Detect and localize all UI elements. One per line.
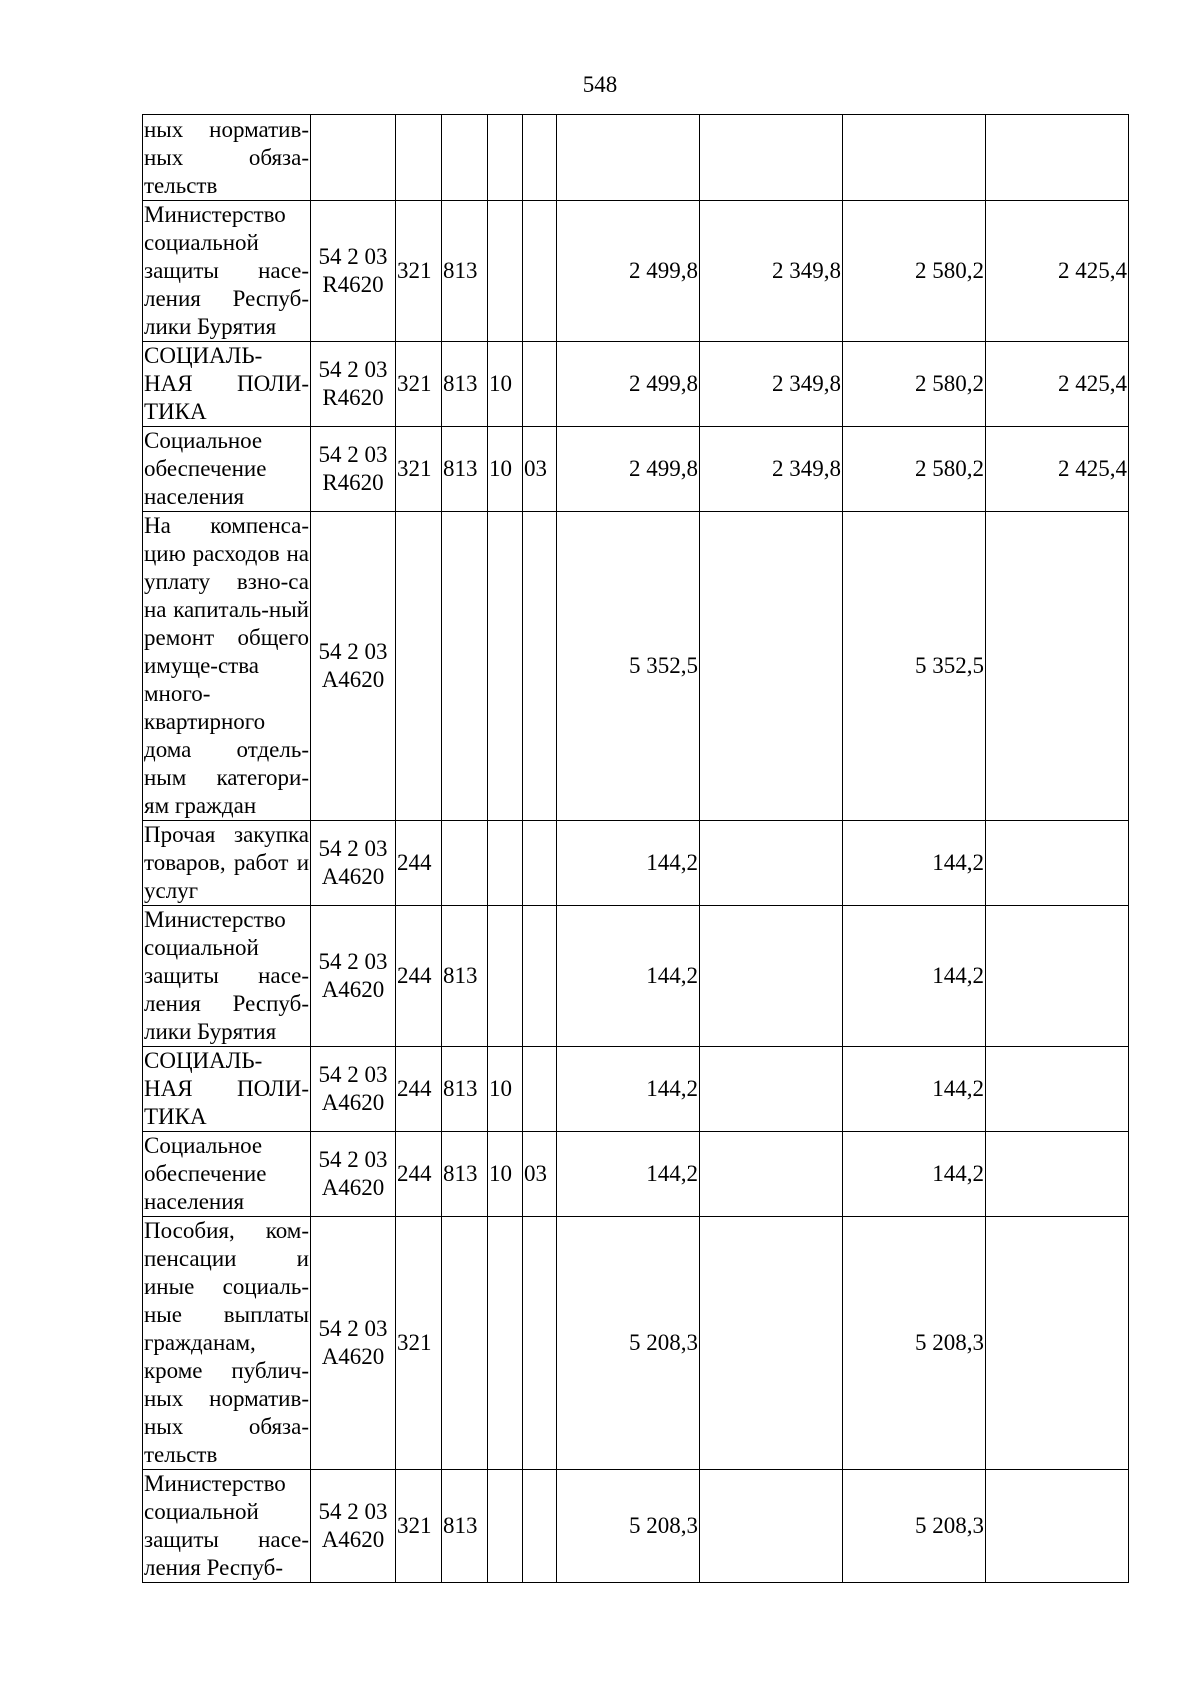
cell-amount-3: 144,2 <box>843 1047 986 1132</box>
cell-section: 10 <box>488 1132 523 1217</box>
cell-subsection <box>523 342 557 427</box>
cell-subsection <box>523 201 557 342</box>
cell-subsection <box>523 821 557 906</box>
cell-ministry-code: 813 <box>442 427 488 512</box>
cell-section: 10 <box>488 1047 523 1132</box>
cell-expense-type: 321 <box>396 1470 442 1583</box>
cell-amount-1: 2 499,8 <box>557 201 700 342</box>
cell-amount-3: 2 580,2 <box>843 201 986 342</box>
cell-target-code: 54 2 03 A4620 <box>311 821 396 906</box>
cell-amount-1: 2 499,8 <box>557 342 700 427</box>
cell-subsection <box>523 1470 557 1583</box>
cell-name: Министерство социальной защиты насе-ления Респуб- <box>143 1470 311 1583</box>
cell-amount-3: 5 208,3 <box>843 1217 986 1470</box>
cell-amount-3: 5 352,5 <box>843 512 986 821</box>
cell-amount-3 <box>843 115 986 201</box>
cell-section <box>488 201 523 342</box>
cell-subsection: 03 <box>523 1132 557 1217</box>
cell-section <box>488 1217 523 1470</box>
table-row <box>143 1470 1129 1583</box>
cell-target-code: 54 2 03 A4620 <box>311 1047 396 1132</box>
cell-amount-2: 2 349,8 <box>700 427 843 512</box>
cell-ministry-code <box>442 512 488 821</box>
cell-amount-2 <box>700 906 843 1047</box>
cell-name: Социальное обеспечение населения <box>143 1132 311 1217</box>
cell-name: СОЦИАЛЬ-НАЯ ПОЛИ-ТИКА <box>143 342 311 427</box>
cell-amount-3: 5 208,3 <box>843 1470 986 1583</box>
table-body <box>143 115 1129 1583</box>
cell-target-code: 54 2 03 R4620 <box>311 201 396 342</box>
cell-ministry-code: 813 <box>442 1132 488 1217</box>
cell-subsection <box>523 906 557 1047</box>
cell-ministry-code: 813 <box>442 906 488 1047</box>
cell-expense-type: 321 <box>396 1217 442 1470</box>
cell-subsection: 03 <box>523 427 557 512</box>
cell-amount-4 <box>986 906 1129 1047</box>
cell-amount-1: 144,2 <box>557 1047 700 1132</box>
cell-name: Социальное обеспечение населения <box>143 427 311 512</box>
cell-name: Министерство социальной защиты насе-ления Респуб-лики Бурятия <box>143 906 311 1047</box>
cell-subsection <box>523 1217 557 1470</box>
cell-amount-3: 144,2 <box>843 1132 986 1217</box>
cell-amount-4 <box>986 1217 1129 1470</box>
cell-subsection <box>523 512 557 821</box>
table-row <box>143 512 1129 821</box>
cell-ministry-code: 813 <box>442 342 488 427</box>
cell-section <box>488 821 523 906</box>
cell-expense-type <box>396 512 442 821</box>
cell-subsection <box>523 115 557 201</box>
cell-expense-type: 321 <box>396 342 442 427</box>
cell-amount-1: 144,2 <box>557 821 700 906</box>
cell-amount-3: 144,2 <box>843 821 986 906</box>
cell-amount-2: 2 349,8 <box>700 201 843 342</box>
cell-name: Пособия, ком-пенсации и иные социаль-ные выплаты гражданам, кроме публич-ных норматив-ных обяза-тельств <box>143 1217 311 1470</box>
cell-amount-1: 5 352,5 <box>557 512 700 821</box>
cell-ministry-code: 813 <box>442 1047 488 1132</box>
table-row <box>143 1047 1129 1132</box>
cell-amount-2 <box>700 1217 843 1470</box>
cell-target-code <box>311 115 396 201</box>
cell-name: СОЦИАЛЬ-НАЯ ПОЛИ-ТИКА <box>143 1047 311 1132</box>
budget-table <box>142 114 1129 1583</box>
cell-expense-type: 321 <box>396 201 442 342</box>
cell-amount-1: 144,2 <box>557 1132 700 1217</box>
table-row <box>143 906 1129 1047</box>
cell-amount-4: 2 425,4 <box>986 342 1129 427</box>
cell-amount-2 <box>700 821 843 906</box>
cell-expense-type: 244 <box>396 1047 442 1132</box>
cell-amount-4: 2 425,4 <box>986 201 1129 342</box>
table-row <box>143 342 1129 427</box>
cell-amount-4 <box>986 115 1129 201</box>
table-row <box>143 115 1129 201</box>
cell-expense-type: 321 <box>396 427 442 512</box>
cell-amount-2 <box>700 115 843 201</box>
cell-target-code: 54 2 03 A4620 <box>311 1217 396 1470</box>
table-row <box>143 821 1129 906</box>
cell-amount-4 <box>986 821 1129 906</box>
cell-amount-1: 2 499,8 <box>557 427 700 512</box>
cell-amount-2 <box>700 1047 843 1132</box>
cell-amount-1: 5 208,3 <box>557 1217 700 1470</box>
cell-amount-4 <box>986 1132 1129 1217</box>
table-row <box>143 201 1129 342</box>
cell-ministry-code <box>442 115 488 201</box>
cell-amount-2 <box>700 1470 843 1583</box>
table-row <box>143 1217 1129 1470</box>
cell-expense-type: 244 <box>396 1132 442 1217</box>
cell-amount-1: 5 208,3 <box>557 1470 700 1583</box>
cell-section: 10 <box>488 342 523 427</box>
cell-name: Прочая закупка товаров, работ и услуг <box>143 821 311 906</box>
cell-amount-2 <box>700 512 843 821</box>
cell-ministry-code: 813 <box>442 201 488 342</box>
cell-amount-3: 2 580,2 <box>843 427 986 512</box>
cell-amount-1: 144,2 <box>557 906 700 1047</box>
cell-expense-type: 244 <box>396 821 442 906</box>
cell-target-code: 54 2 03 R4620 <box>311 427 396 512</box>
cell-ministry-code <box>442 821 488 906</box>
cell-amount-1 <box>557 115 700 201</box>
cell-ministry-code: 813 <box>442 1470 488 1583</box>
cell-section: 10 <box>488 427 523 512</box>
cell-subsection <box>523 1047 557 1132</box>
cell-amount-2: 2 349,8 <box>700 342 843 427</box>
cell-expense-type: 244 <box>396 906 442 1047</box>
cell-expense-type <box>396 115 442 201</box>
cell-amount-4 <box>986 1047 1129 1132</box>
cell-amount-4 <box>986 512 1129 821</box>
cell-ministry-code <box>442 1217 488 1470</box>
table-row <box>143 1132 1129 1217</box>
cell-target-code: 54 2 03 A4620 <box>311 512 396 821</box>
cell-section <box>488 1470 523 1583</box>
cell-amount-4 <box>986 1470 1129 1583</box>
cell-amount-3: 2 580,2 <box>843 342 986 427</box>
cell-target-code: 54 2 03 A4620 <box>311 1470 396 1583</box>
cell-section <box>488 115 523 201</box>
cell-amount-2 <box>700 1132 843 1217</box>
cell-amount-4: 2 425,4 <box>986 427 1129 512</box>
cell-name: На компенса-цию расходов на уплату взно-са на капиталь-ный ремонт общего имуще-ства много-квартирного дома отдель-ным категори-ям граждан <box>143 512 311 821</box>
cell-target-code: 54 2 03 R4620 <box>311 342 396 427</box>
cell-section <box>488 906 523 1047</box>
cell-name: ных норматив-ных обяза-тельств <box>143 115 311 201</box>
cell-section <box>488 512 523 821</box>
cell-target-code: 54 2 03 A4620 <box>311 906 396 1047</box>
cell-amount-3: 144,2 <box>843 906 986 1047</box>
cell-target-code: 54 2 03 A4620 <box>311 1132 396 1217</box>
table-row <box>143 427 1129 512</box>
page-number: 548 <box>582 72 618 97</box>
cell-name: Министерство социальной защиты насе-ления Респуб-лики Бурятия <box>143 201 311 342</box>
